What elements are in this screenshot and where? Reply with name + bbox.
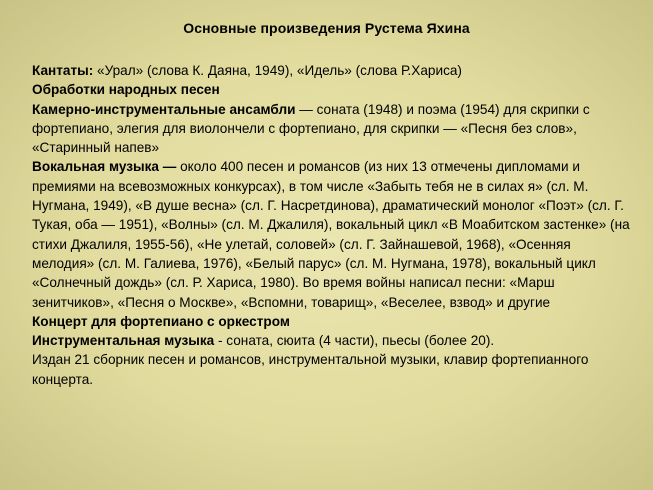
slide-title: Основные произведения Рустема Яхина (183, 20, 470, 36)
section-label: Концерт для фортепиано с оркестром (32, 313, 290, 329)
section-vocal-music (32, 157, 636, 311)
section-label: Камерно-инструментальные ансамбли (32, 101, 296, 117)
section-folk-arrangements (32, 80, 636, 99)
section-publications (32, 350, 636, 389)
section-chamber-ensembles (32, 100, 636, 158)
section-text: — соната (1948) и поэма (1954) для скрипки с фортепиано, элегия для виолончели с фортепиано, для скрипки — «Песня без слов», «Старинный напев» (32, 101, 590, 156)
section-text: около 400 песен и романсов (из них 13 отмечены дипломами и премиями на всевозможных конкурсах), в том числе «Забыть тебя не в силах я» (сл. М. Нугмана, 1949), «В душе весна» (сл. Г. Насретдинова), драматический монолог «Поэт» (сл. Г. Тукая, оба — 1951), «Волны» (сл. М. Джалиля), вокальный цикл «В Моабитском застенке» (на стихи Джалиля, 1955-56), «Не улетай, соловей» (сл. Г. Зайнашевой, 1968), «Осенняя мелодия» (сл. М. Галиева, 1976), «Белый парус» (сл. М. Нугмана, 1978), вокальный цикл «Солнечный дождь» (сл. Р. Хариса, 1980). Во время войны написал песни: «Марш зенитчиков», «Песня о Москве», «Вспомни, товарищ», «Веселее, взвод» и другие (32, 159, 630, 310)
section-text: Издан 21 сборник песен и романсов, инструментальной музыки, клавир фортепианного концерта. (32, 352, 589, 387)
section-piano-concerto (32, 312, 636, 331)
section-label: Инструментальная музыка (32, 333, 215, 349)
section-text: - соната, сюита (4 части), пьесы (более 20). (214, 333, 495, 349)
works-list (32, 61, 636, 389)
section-label: Кантаты: (32, 63, 94, 78)
section-instrumental-music (32, 331, 636, 350)
section-text: «Урал» (слова К. Даяна, 1949), «Идель» (слова Р.Хариса) (93, 63, 462, 78)
section-cantatas (32, 61, 636, 80)
section-label: Обработки народных песен (32, 82, 220, 98)
section-label: Вокальная музыка — (32, 159, 177, 175)
